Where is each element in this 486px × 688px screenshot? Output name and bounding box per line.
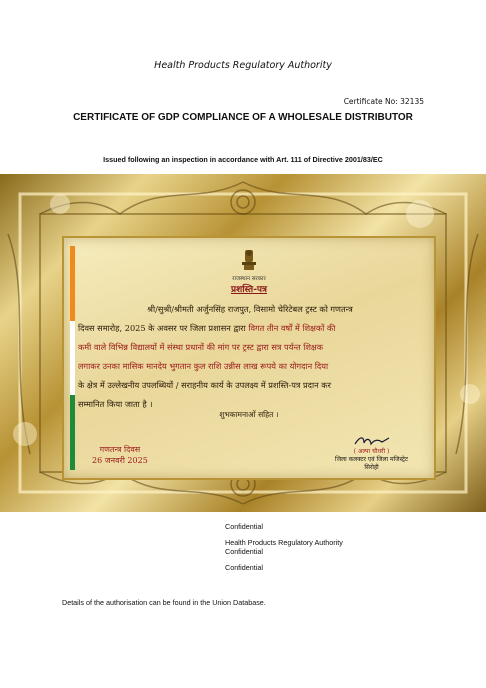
plaque-body <box>78 300 422 414</box>
signer-place: सिरोही <box>364 464 379 471</box>
authority-heading: Health Products Regulatory Authority <box>154 60 332 71</box>
plaque-line-3: कमी वाले विभिन्न विद्यालयों में संस्था प्रधानों की मांग पर ट्रस्ट द्वारा सत्र पर्यन्त शिक्षक <box>78 342 324 352</box>
footer-confidential-3: Confidential <box>225 563 263 572</box>
plaque-greeting: शुभकामनाओं सहित । <box>219 410 279 419</box>
issued-statement: Issued following an inspection in accordance with Art. 111 of Directive 2001/83/EC <box>103 155 383 164</box>
footer-confidential-2: Confidential <box>225 547 263 556</box>
date-value: 26 जनवरी 2025 <box>92 456 148 465</box>
date-label: गणतन्त्र दिवस <box>99 445 141 454</box>
signature-icon <box>352 434 392 448</box>
certificate-title: CERTIFICATE OF GDP COMPLIANCE OF A WHOLESALE DISTRIBUTOR <box>73 112 413 123</box>
union-database-note: Details of the authorisation can be found in the Union Database. <box>62 598 266 607</box>
certificate-number: Certificate No: 32135 <box>343 97 424 106</box>
plaque-line-5: के क्षेत्र में उल्लेखनीय उपलब्धियों / सराहनीय कार्य के उपलक्ष्य में प्रशस्ति-पत्र प्रदान कर <box>78 380 331 390</box>
state-emblem-icon <box>236 248 262 272</box>
footer-confidential-1: Confidential <box>225 522 263 531</box>
footer-authority: Health Products Regulatory Authority <box>225 538 343 547</box>
footer-block <box>225 522 343 572</box>
government-label: राजस्थान सरकार <box>232 276 266 282</box>
plaque-line-2: दिवस समारोह, 2025 के अवसर पर जिला प्रशासन द्वारा विगत तीन वर्षों में शिक्षकों की <box>78 323 336 333</box>
plaque <box>62 236 436 480</box>
signature-block <box>335 434 408 472</box>
plaque-line-6: सम्मानित किया जाता है । <box>78 399 153 409</box>
certificate-photo <box>0 174 486 512</box>
signer-title: जिला कलक्टर एवं जिला मजिस्ट्रेट <box>335 456 408 463</box>
plaque-line-4: लगाकर उनका मासिक मानदेय भुगतान कुल राशि उन्नीस लाख रूपये का योगदान दिया <box>78 361 329 371</box>
plaque-title: प्रशस्ति-पत्र <box>230 285 268 295</box>
plaque-line-1: श्री/सुश्री/श्रीमती अर्जुनसिंह राजपुत, विसामो चेरिटेबल ट्रस्ट को गणतन्त्र <box>147 304 353 314</box>
signer-name: ( अल्पा चौधरी ) <box>353 448 390 455</box>
plaque-date-block <box>92 444 148 466</box>
